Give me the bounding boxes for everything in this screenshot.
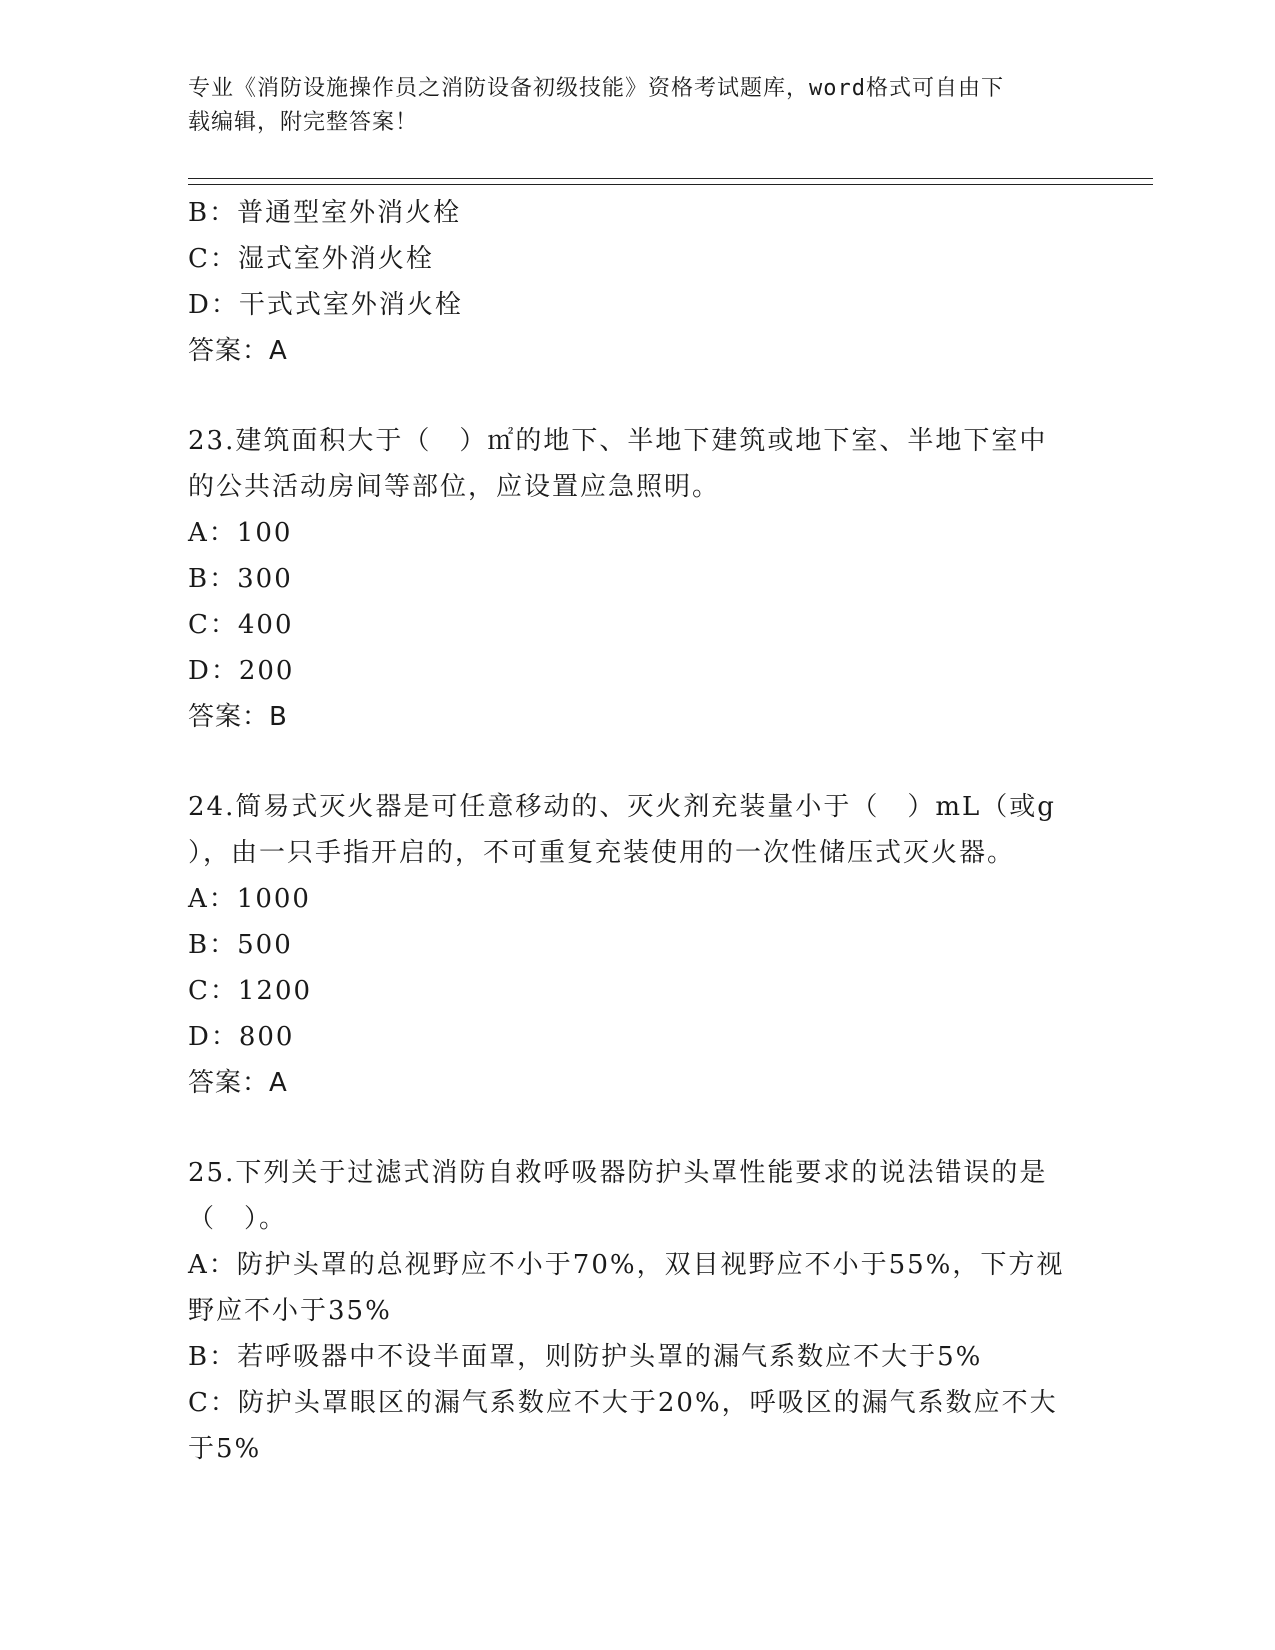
answer-line: 答案：A [188,336,288,366]
question-24-answer: 答案：A [188,1068,288,1098]
question-25-option-c-line-1: C：防护头罩眼区的漏气系数应不大于20%，呼吸区的漏气系数应不大 [188,1388,1058,1418]
question-25-option-b: B：若呼吸器中不设半面罩，则防护头罩的漏气系数应不大于5% [188,1342,983,1372]
header-line-1: 专业《消防设施操作员之消防设备初级技能》资格考试题库，word格式可自由下 [188,76,1004,101]
question-25-option-a-line-2: 野应不小于35% [188,1296,392,1326]
question-25-text-line-1: 25.下列关于过滤式消防自救呼吸器防护头罩性能要求的说法错误的是 [188,1158,1048,1188]
option-c: C：湿式室外消火栓 [188,244,434,274]
question-25-text-line-2: （ ）。 [188,1204,288,1234]
option-d: D：干式式室外消火栓 [188,290,463,320]
option-b: B：普通型室外消火栓 [188,198,462,228]
question-23-option-d: D：200 [188,656,295,686]
document-header [188,72,1088,140]
header-line-2: 载编辑，附完整答案！ [188,110,419,135]
question-25-option-c-line-2: 于5% [188,1434,262,1464]
question-24-option-b: B：500 [188,930,293,960]
question-24-option-d: D：800 [188,1022,295,1052]
question-24-option-c: C：1200 [188,976,313,1006]
question-23-option-c: C：400 [188,610,294,640]
question-24-text-line-1: 24.简易式灭火器是可任意移动的、灭火剂充装量小于（ ）mL（或g [188,792,1056,822]
header-divider-bottom [188,184,1153,185]
question-23-option-b: B：300 [188,564,293,594]
question-23-option-a: A：100 [188,518,293,548]
header-divider-top [188,178,1153,179]
question-23-answer: 答案：B [188,702,288,732]
question-24-text-line-2: ），由一只手指开启的，不可重复充装使用的一次性储压式灭火器。 [188,838,1016,868]
question-25-option-a-line-1: A：防护头罩的总视野应不小于70%，双目视野应不小于55%，下方视 [188,1250,1065,1280]
question-content [188,190,1078,1472]
question-24-option-a: A：1000 [188,884,311,914]
question-23-text-line-2: 的公共活动房间等部位，应设置应急照明。 [188,472,721,502]
question-23-text-line-1: 23.建筑面积大于（ ）㎡的地下、半地下建筑或地下室、半地下室中 [188,426,1048,456]
